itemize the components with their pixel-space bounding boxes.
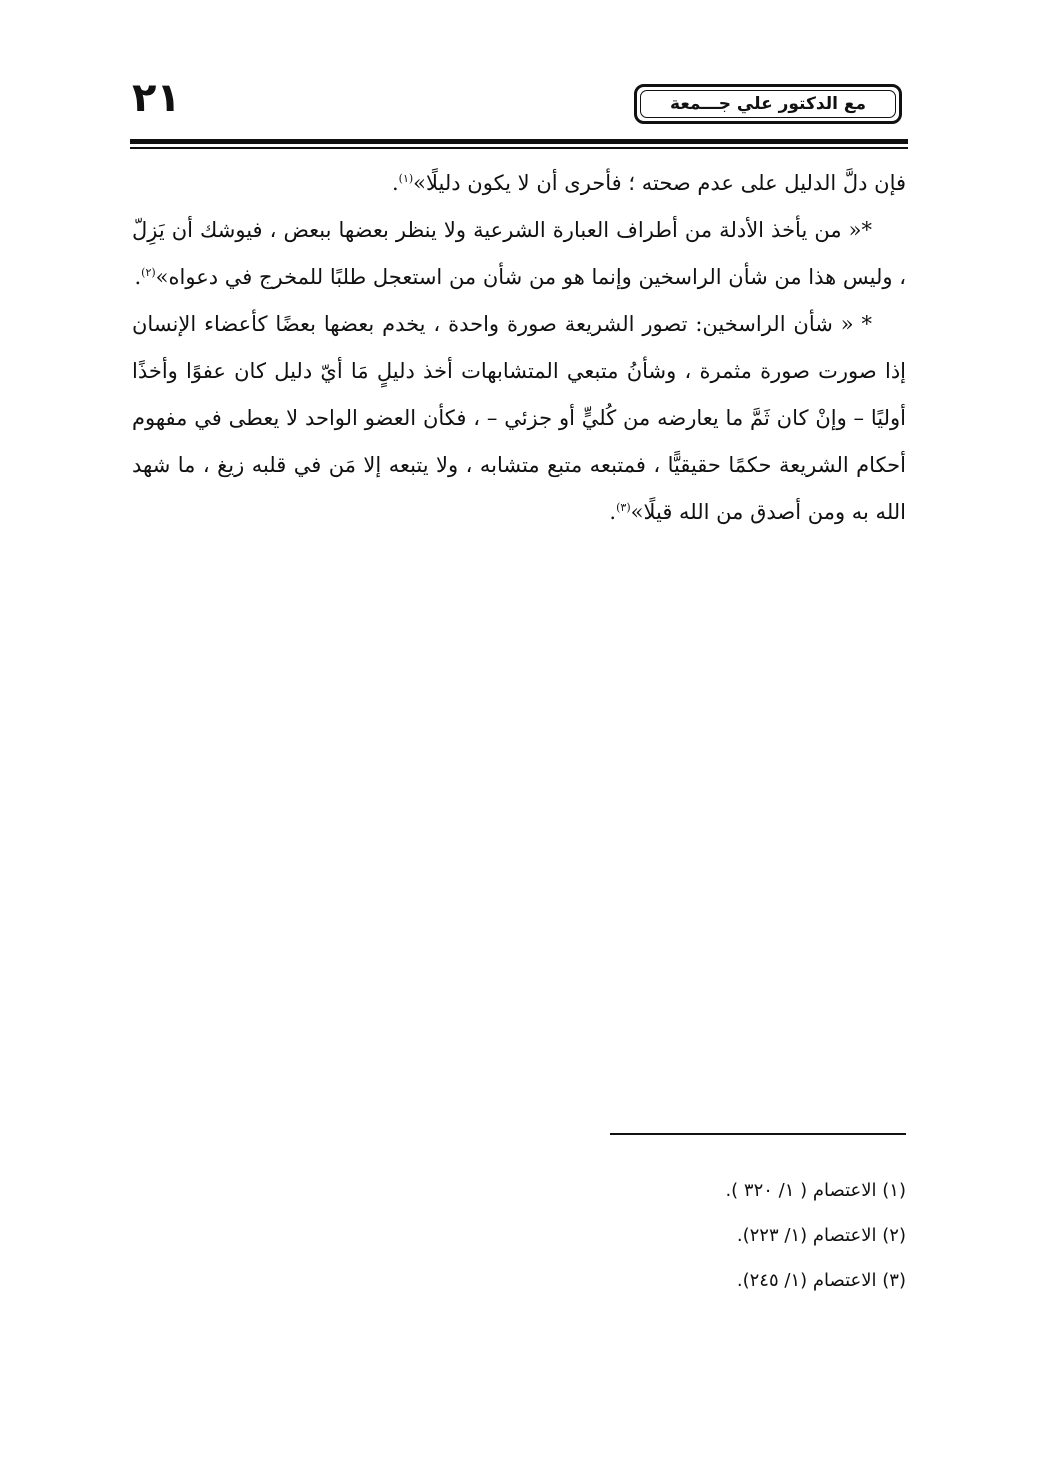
footnote-ref-1: (١) (398, 172, 414, 185)
paragraph-3-text: * « شأن الراسخين: تصور الشريعة صورة واحدة ، يخدم بعضها بعضًا كأعضاء الإنسان إذا صورت صورة مثمرة ، وشأنُ متبعي المتشابهات أخذ دليلٍ مَا أيّ دليل كان عفوًا وأخذًا أوليًا – وإنْ كان ثَمَّ ما يعارضه من كُليٍّ أو جزئي – ، فكأن العضو الواحد لا يعطى في مفهوم أحكام الشريعة حكمًا حقيقيًّا ، فمتبعه متبع متشابه ، ولا يتبعه إلا مَن في قلبه زيغ ، ما شهد الله به ومن أصدق من الله قيلًا» (132, 312, 906, 524)
body-text (132, 160, 906, 536)
paragraph-3-tail: . (609, 500, 617, 524)
paragraph-3 (132, 301, 906, 536)
footnote-1: (١) الاعتصام ( ١/ ٣٢٠ ). (725, 1180, 906, 1201)
footnote-separator (610, 1133, 906, 1135)
paragraph-2-text: *« من يأخذ الأدلة من أطراف العبارة الشرعية ولا ينظر بعضها ببعض ، فيوشك أن يَزِلّ ، وليس هذا من شأن الراسخين وإنما هو من شأن من استعجل طلبًا للمخرج في دعواه» (132, 218, 906, 289)
footnote-ref-3: (٣) (616, 501, 631, 514)
paragraph-1-text: فإن دلَّ الدليل على عدم صحته ؛ فأحرى أن لا يكون دليلًا» (413, 171, 906, 195)
paragraph-2-tail: . (134, 265, 142, 289)
footnote-3: (٣) الاعتصام (١/ ٢٤٥). (736, 1270, 906, 1291)
footnotes (406, 1168, 906, 1303)
running-header-title: مع الدكتور علي جـــمعة (670, 94, 866, 114)
header-rule-thick (130, 139, 908, 144)
header-rule-thin (130, 147, 908, 149)
running-header-box (634, 84, 902, 124)
paragraph-1 (132, 160, 906, 207)
paragraph-2 (132, 207, 906, 301)
page-number: ٢١ (132, 75, 181, 121)
footnote-ref-2: (٢) (141, 266, 156, 279)
paragraph-1-tail: . (391, 171, 399, 195)
footnote-2: (٢) الاعتصام (١/ ٢٢٣). (736, 1225, 906, 1246)
